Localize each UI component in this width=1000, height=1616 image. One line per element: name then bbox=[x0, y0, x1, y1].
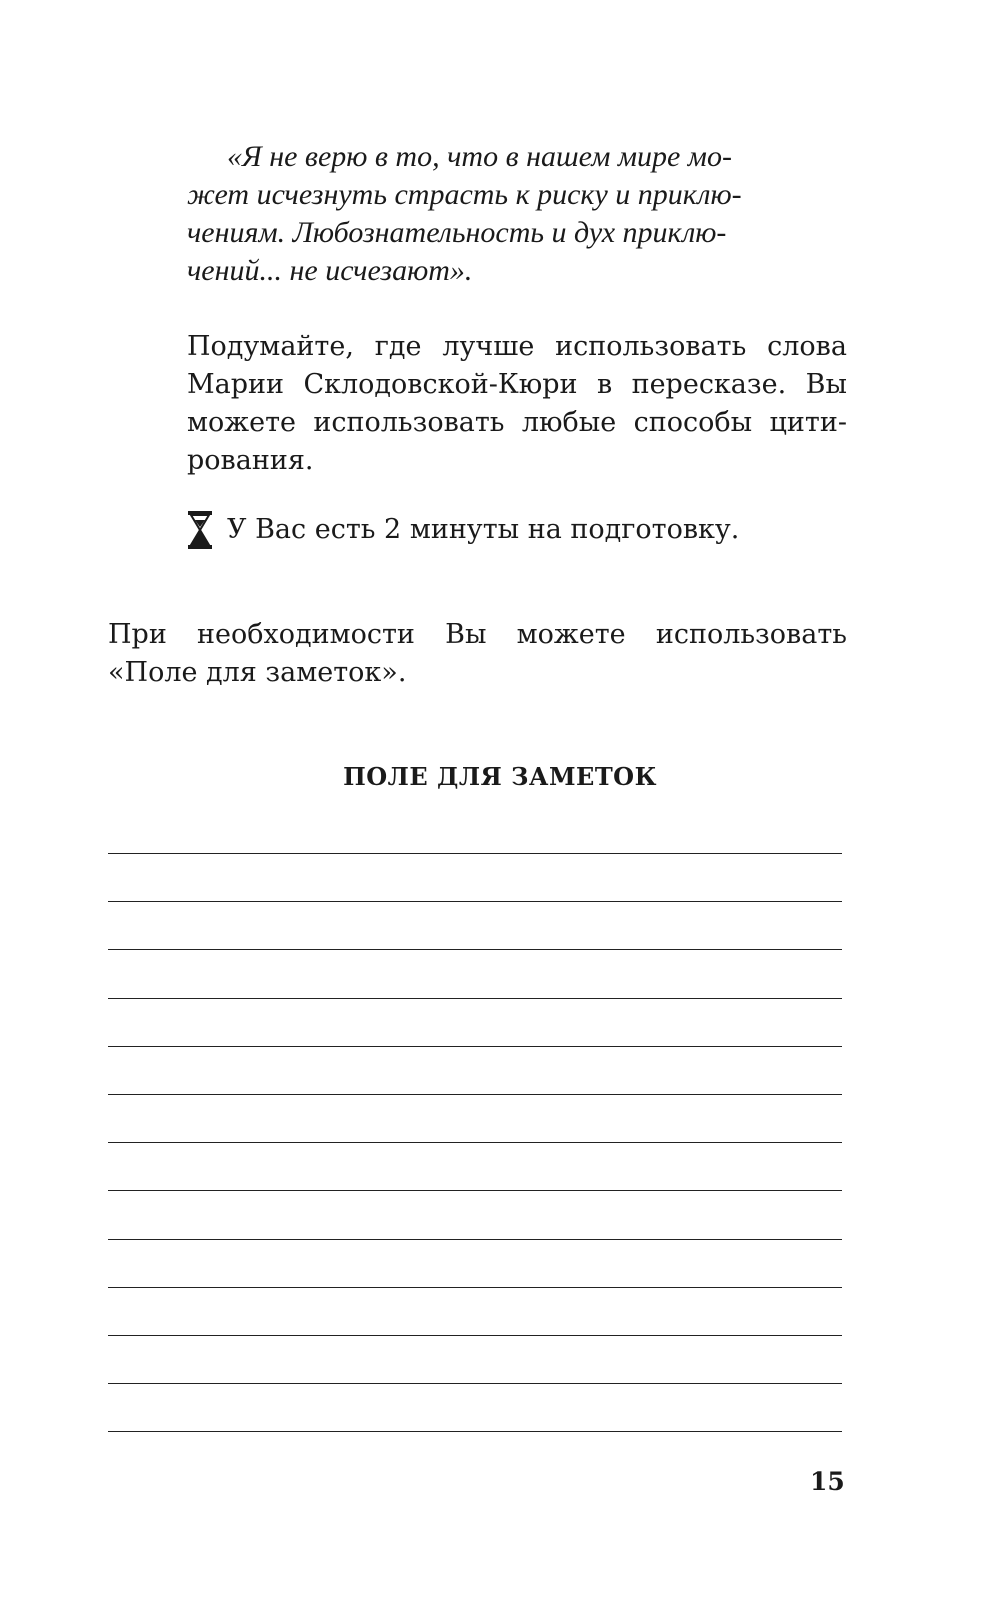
quote-line: чений... не исчезают». bbox=[187, 254, 473, 287]
note-line[interactable] bbox=[108, 949, 842, 950]
task-instruction bbox=[187, 328, 847, 480]
notes-field-title: ПОЛЕ ДЛЯ ЗАМЕТОК bbox=[343, 762, 657, 791]
note-line[interactable] bbox=[108, 1335, 842, 1336]
timer-text: У Вас есть 2 минуты на подготовку. bbox=[227, 514, 740, 545]
notes-hint-line: При необходимости Вы можете использовать bbox=[108, 619, 847, 650]
note-line[interactable] bbox=[108, 901, 842, 902]
note-line[interactable] bbox=[108, 1046, 842, 1047]
note-line[interactable] bbox=[108, 1094, 842, 1095]
page-number: 15 bbox=[810, 1467, 845, 1496]
instruction-line: рования. bbox=[187, 445, 314, 476]
quote-line: чениям. Любознательность и дух приклю- bbox=[187, 216, 727, 249]
note-line[interactable] bbox=[108, 998, 842, 999]
preparation-time-note bbox=[187, 510, 739, 550]
note-line[interactable] bbox=[108, 1142, 842, 1143]
notes-hint-line: «Поле для заметок». bbox=[108, 657, 407, 688]
epigraph-quote bbox=[187, 138, 847, 290]
note-line[interactable] bbox=[108, 1190, 842, 1191]
note-line[interactable] bbox=[108, 1239, 842, 1240]
instruction-line: Марии Склодовской-Кюри в пересказе. Вы bbox=[187, 369, 847, 400]
notes-hint bbox=[108, 616, 847, 692]
note-line[interactable] bbox=[108, 853, 842, 854]
quote-line: жет исчезнуть страсть к риску и приклю- bbox=[187, 178, 742, 211]
note-line[interactable] bbox=[108, 1431, 842, 1432]
instruction-line: можете использовать любые способы цити- bbox=[187, 407, 847, 438]
instruction-line: Подумайте, где лучше использовать слова bbox=[187, 331, 847, 362]
quote-line: «Я не верю в то, что в нашем мире мо- bbox=[227, 140, 732, 173]
note-line[interactable] bbox=[108, 1383, 842, 1384]
hourglass-icon bbox=[187, 510, 213, 550]
note-line[interactable] bbox=[108, 1287, 842, 1288]
